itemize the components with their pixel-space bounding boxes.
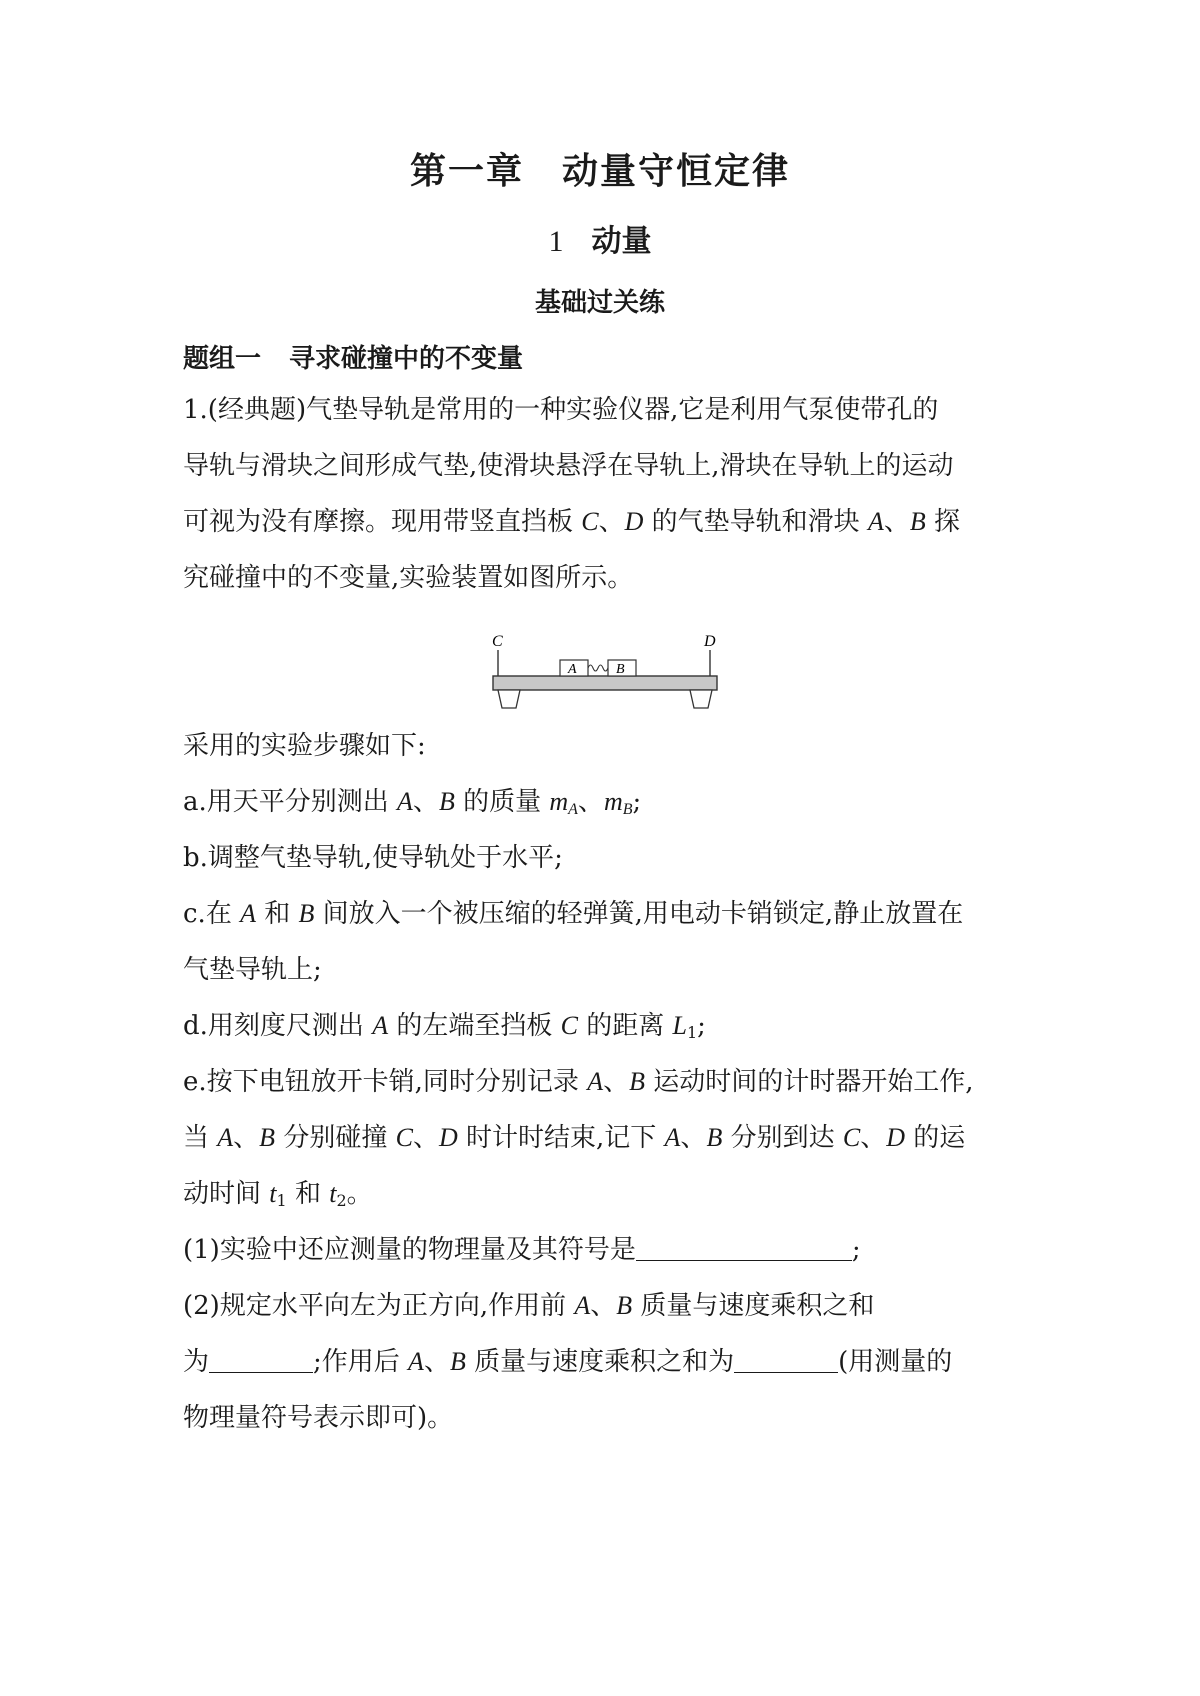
step-e-line-1: e.按下电钮放开卡销,同时分别记录 A、B 运动时间的计时器开始工作, [183,1067,974,1097]
step-a: a.用天平分别测出 A、B 的质量 $m_A$、$m_B$; [183,787,642,818]
step-c-line-2: 气垫导轨上; [183,955,322,985]
slider-label-b: B [616,662,625,677]
question-intro-line-4: 究碰撞中的不变量,实验装置如图所示。 [183,563,634,593]
sub-question-2-line-2: 为 ;作用后 A、B 质量与速度乘积之和为 (用测量的 [183,1347,953,1377]
section-heading [0,216,1200,260]
step-b: b.调整气垫导轨,使导轨处于水平; [183,843,563,873]
air-track-diagram [488,628,728,716]
step-e-line-3: 动时间 $t_1$ 和 $t_2$。 [183,1179,373,1210]
sub-question-1: (1)实验中还应测量的物理量及其符号是 ; [183,1235,861,1265]
practice-title: 基础过关练 [534,288,665,318]
track-leg-left [498,690,520,708]
sub-question-2-line-1: (2)规定水平向左为正方向,作用前 A、B 质量与速度乘积之和 [183,1291,875,1321]
air-track-figure [488,628,728,720]
question-intro-line-2: 导轨与滑块之间形成气垫,使滑块悬浮在导轨上,滑块在导轨上的运动 [183,451,954,481]
answer-blank-2[interactable] [209,1346,313,1373]
section-title: 动量 [591,224,652,259]
steps-intro: 采用的实验步骤如下: [183,731,426,761]
sub-question-2-line-3: 物理量符号表示即可)。 [183,1403,454,1433]
slider-label-a: A [568,662,577,677]
group-title: 寻求碰撞中的不变量 [289,344,524,374]
question-group-heading [183,338,523,375]
step-e-line-2: 当 A、B 分别碰撞 C、D 时计时结束,记下 A、B 分别到达 C、D 的运 [183,1123,966,1153]
answer-blank-1[interactable] [636,1234,852,1261]
step-c-line-1: c.在 A 和 B 间放入一个被压缩的轻弹簧,用电动卡销锁定,静止放置在 [183,899,964,929]
figure-label-c: C [492,633,503,650]
answer-blank-3[interactable] [734,1346,838,1373]
section-number: 1 [548,225,564,258]
compressed-spring [588,665,608,671]
track-leg-right [690,690,712,708]
air-track-rail [493,676,717,690]
group-label: 题组一 [183,344,262,374]
chapter-title: 第一章 动量守恒定律 [409,151,790,192]
figure-label-d: D [704,633,716,650]
question-intro-line-3: 可视为没有摩擦。现用带竖直挡板 C、D 的气垫导轨和滑块 A、B 探 [183,507,960,537]
question-intro-line-1: 1.(经典题)气垫导轨是常用的一种实验仪器,它是利用气泵使带孔的 [183,395,939,425]
step-d: d.用刻度尺测出 A 的左端至挡板 C 的距离 $L_1$; [183,1011,706,1042]
